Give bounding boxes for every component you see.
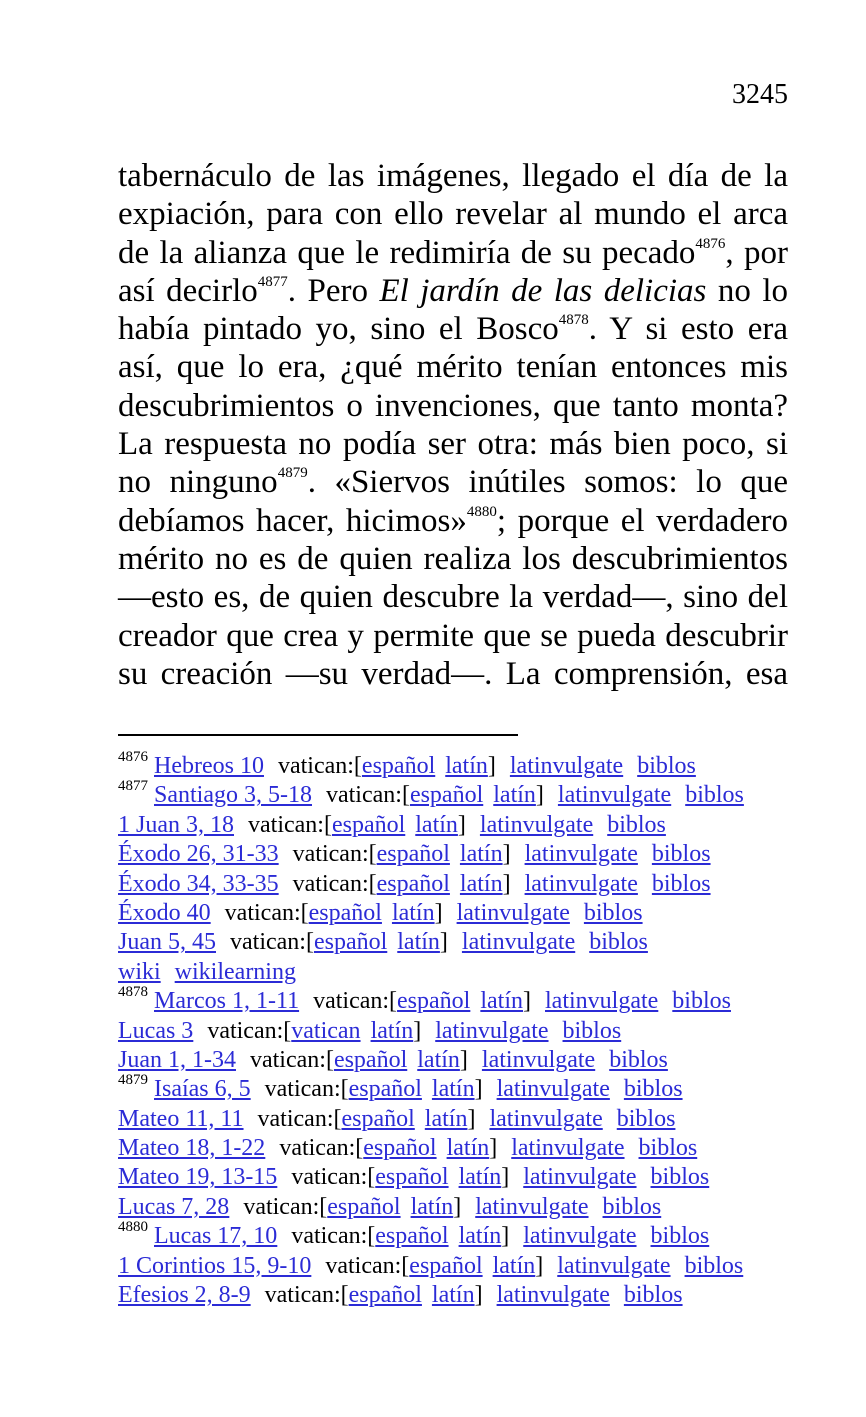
spanish-link[interactable]: español <box>397 988 471 1015</box>
body-line <box>118 234 788 272</box>
page-number: 3245 <box>732 79 788 110</box>
scripture-reference-link[interactable]: wiki <box>118 958 161 985</box>
body-line <box>118 348 788 386</box>
body-text-segment: creador que crea y permite que se pueda descubrir <box>118 617 788 654</box>
spanish-link[interactable]: español <box>308 899 382 926</box>
latin-link[interactable]: latín <box>459 870 503 897</box>
scripture-reference-link[interactable]: Juan 1, 1-34 <box>118 1046 236 1073</box>
spanish-link[interactable]: español <box>327 1193 401 1220</box>
footnote-line <box>118 749 798 781</box>
latinvulgate-link[interactable]: latinvulgate <box>524 870 638 897</box>
biblos-link[interactable]: biblos <box>562 1017 622 1044</box>
bracket-close: ] <box>453 1193 462 1220</box>
scripture-reference-link[interactable]: Éxodo 34, 33-35 <box>118 870 279 897</box>
latinvulgate-link[interactable]: latinvulgate <box>509 753 624 779</box>
body-line <box>118 310 788 348</box>
body-text-segment: así decirlo <box>118 272 258 309</box>
spanish-link[interactable]: español <box>409 782 484 809</box>
vatican-label: vatican:[ <box>243 1193 328 1220</box>
body-text-segment: ; porque el verdadero <box>496 502 789 539</box>
vatican-label: vatican:[ <box>292 841 377 868</box>
vatican-label: vatican:[ <box>313 988 398 1015</box>
footnote-number: 4876 <box>118 749 148 765</box>
biblos-link[interactable]: biblos <box>684 1252 744 1279</box>
body-text-segment: . Pero <box>287 272 380 309</box>
body-text-segment: mérito no es de quien realiza los descubrimientos <box>118 540 788 577</box>
spanish-link[interactable]: español <box>375 1223 449 1250</box>
spanish-link[interactable]: español <box>409 1252 483 1279</box>
vatican-label: vatican:[ <box>257 1105 342 1132</box>
bracket-close: ] <box>535 1252 544 1279</box>
spanish-link[interactable]: vatican <box>291 1017 361 1044</box>
body-text-segment: no lo <box>706 272 788 309</box>
vatican-label: vatican:[ <box>249 1046 334 1073</box>
footnote-line <box>118 1281 798 1310</box>
scripture-reference-link[interactable]: Lucas 17, 10 <box>154 1223 278 1250</box>
body-text-segment: su creación —su verdad—. La comprensión, esa <box>118 655 788 692</box>
wikilearning-link[interactable]: wikilearning <box>174 958 296 985</box>
body-line <box>118 502 788 540</box>
latinvulgate-link[interactable]: latinvulgate <box>511 1135 625 1162</box>
footnote-line <box>118 1134 798 1163</box>
body-line <box>118 195 788 233</box>
body-text-segment: La respuesta no podía ser otra: más bien poco, si <box>118 426 788 463</box>
biblos-link[interactable]: biblos <box>638 1135 698 1162</box>
footnote-number: 4878 <box>118 984 148 1001</box>
latinvulgate-link[interactable]: latinvulgate <box>496 1282 610 1309</box>
biblos-link[interactable]: biblos <box>589 929 648 956</box>
latin-link[interactable]: latín <box>446 1135 490 1162</box>
bracket-close: ] <box>487 753 496 779</box>
scripture-reference-link[interactable]: Hebreos 10 <box>154 753 264 779</box>
body-line <box>118 463 788 501</box>
footnote-line <box>118 778 798 810</box>
biblos-link[interactable]: biblos <box>616 1105 676 1132</box>
biblos-link[interactable]: biblos <box>623 1282 683 1309</box>
spanish-link[interactable]: español <box>376 870 450 897</box>
body-line <box>118 540 788 578</box>
body-text-segment: de la alianza que le redimiría de su pecado <box>118 234 696 271</box>
biblos-link[interactable]: biblos <box>609 1046 668 1073</box>
latinvulgate-link[interactable]: latinvulgate <box>557 782 672 809</box>
vatican-label: vatican:[ <box>325 1252 410 1279</box>
biblos-link[interactable]: biblos <box>607 811 666 838</box>
body-text-segment: no ninguno <box>118 464 278 501</box>
latin-link[interactable]: latín <box>431 1076 475 1103</box>
footnote-marker: 4879 <box>277 465 308 482</box>
latin-link[interactable]: latín <box>458 1164 502 1191</box>
footnote-line <box>118 984 798 1016</box>
vatican-label: vatican:[ <box>291 1223 376 1250</box>
footnote-line <box>118 1219 798 1251</box>
latin-link[interactable]: latín <box>493 782 536 809</box>
body-text-segment: . Y si esto era <box>588 311 788 348</box>
latinvulgate-link[interactable]: latinvulgate <box>523 1223 637 1250</box>
latinvulgate-link[interactable]: latinvulgate <box>545 988 659 1015</box>
scripture-reference-link[interactable]: Juan 5, 45 <box>118 929 216 956</box>
footnote-line <box>118 899 798 928</box>
body-text-segment: , por <box>725 234 788 271</box>
spanish-link[interactable]: español <box>375 1164 449 1191</box>
bracket-close: ] <box>439 929 448 956</box>
latin-link[interactable]: latín <box>480 988 523 1015</box>
spanish-link[interactable]: español <box>333 1046 408 1073</box>
bracket-close: ] <box>457 811 466 838</box>
body-line <box>118 157 788 195</box>
latin-link[interactable]: latín <box>431 1282 475 1309</box>
vatican-label: vatican:[ <box>264 1076 349 1103</box>
body-line <box>118 272 788 310</box>
bracket-close: ] <box>501 1223 510 1250</box>
scripture-reference-link[interactable]: Efesios 2, 8-9 <box>118 1282 251 1309</box>
latinvulgate-link[interactable]: latinvulgate <box>557 1252 671 1279</box>
biblos-link[interactable]: biblos <box>672 988 731 1015</box>
scripture-reference-link[interactable]: 1 Corintios 15, 9-10 <box>118 1252 312 1279</box>
bracket-close: ] <box>413 1017 422 1044</box>
scripture-reference-link[interactable]: Marcos 1, 1-11 <box>154 988 300 1015</box>
latinvulgate-link[interactable]: latinvulgate <box>489 1105 603 1132</box>
footnote-line <box>118 1017 798 1046</box>
body-text-segment: debíamos hacer, hicimos» <box>118 502 467 539</box>
vatican-label: vatican:[ <box>264 1282 349 1309</box>
body-line <box>118 425 788 463</box>
body-text-segment: así, que lo era, ¿qué mérito tenían entonces mis <box>118 349 788 386</box>
scripture-reference-link[interactable]: Mateo 19, 13-15 <box>118 1164 278 1191</box>
latinvulgate-link[interactable]: latinvulgate <box>479 811 594 838</box>
spanish-link[interactable]: español <box>348 1076 422 1103</box>
scripture-reference-link[interactable]: Mateo 18, 1-22 <box>118 1135 266 1162</box>
footnote-marker: 4876 <box>695 235 726 252</box>
body-line <box>118 387 788 425</box>
spanish-link[interactable]: español <box>341 1105 415 1132</box>
vatican-label: vatican:[ <box>291 1164 376 1191</box>
vatican-label: vatican:[ <box>248 811 332 838</box>
vatican-label: vatican:[ <box>325 782 410 809</box>
vatican-label: vatican:[ <box>292 870 377 897</box>
body-line <box>118 655 788 693</box>
biblos-link[interactable]: biblos <box>650 1164 710 1191</box>
scripture-reference-link[interactable]: Lucas 3 <box>118 1017 194 1044</box>
latinvulgate-link[interactable]: latinvulgate <box>461 929 576 956</box>
footnote-separator <box>118 734 518 736</box>
body-text <box>118 157 788 693</box>
scripture-reference-link[interactable]: Mateo 11, 11 <box>118 1105 244 1132</box>
latinvulgate-link[interactable]: latinvulgate <box>524 841 638 868</box>
body-line <box>118 578 788 616</box>
footnote-line <box>118 958 798 987</box>
footnote-line <box>118 1252 798 1281</box>
vatican-label: vatican:[ <box>207 1017 292 1044</box>
spanish-link[interactable]: español <box>361 753 436 779</box>
latin-link[interactable]: latín <box>397 929 440 956</box>
footnote-line <box>118 840 798 869</box>
footnote-line <box>118 1046 798 1075</box>
body-line <box>118 617 788 655</box>
latin-link[interactable]: latín <box>459 841 503 868</box>
latinvulgate-link[interactable]: latinvulgate <box>523 1164 637 1191</box>
bracket-close: ] <box>502 841 511 868</box>
scripture-reference-link[interactable]: Éxodo 40 <box>118 899 211 926</box>
latin-link[interactable]: latín <box>458 1223 502 1250</box>
vatican-label: vatican:[ <box>277 753 362 779</box>
latin-link[interactable]: latín <box>445 753 488 779</box>
latin-link[interactable]: latín <box>492 1252 536 1279</box>
biblos-link[interactable]: biblos <box>637 753 696 779</box>
spanish-link[interactable]: español <box>331 811 406 838</box>
footnote-marker: 4880 <box>466 503 497 520</box>
latin-link[interactable]: latín <box>370 1017 414 1044</box>
vatican-label: vatican:[ <box>230 929 314 956</box>
footnote-line <box>118 1193 798 1222</box>
footnotes <box>118 749 798 1310</box>
footnote-line <box>118 1072 798 1104</box>
biblos-link[interactable]: biblos <box>651 841 711 868</box>
spanish-link[interactable]: español <box>363 1135 437 1162</box>
bracket-close: ] <box>434 899 443 926</box>
spanish-link[interactable]: español <box>376 841 450 868</box>
scripture-reference-link[interactable]: 1 Juan 3, 18 <box>118 811 234 838</box>
biblos-link[interactable]: biblos <box>623 1076 683 1103</box>
bracket-close: ] <box>502 870 511 897</box>
bracket-close: ] <box>501 1164 510 1191</box>
scripture-reference-link[interactable]: Santiago 3, 5-18 <box>154 782 312 809</box>
body-text-segment: había pintado yo, sino el Bosco <box>118 311 559 348</box>
footnote-line <box>118 928 798 957</box>
body-text-segment: descubrimientos o invenciones, que tanto monta? <box>118 387 788 424</box>
bracket-close: ] <box>535 782 544 809</box>
latin-link[interactable]: latín <box>424 1105 468 1132</box>
vatican-label: vatican:[ <box>279 1135 364 1162</box>
footnote-line <box>118 870 798 899</box>
scripture-reference-link[interactable]: Isaías 6, 5 <box>154 1076 251 1103</box>
latin-link[interactable]: latín <box>391 899 435 926</box>
footnote-line <box>118 811 798 840</box>
scripture-reference-link[interactable]: Éxodo 26, 31-33 <box>118 841 279 868</box>
bracket-close: ] <box>523 988 531 1015</box>
bracket-close: ] <box>474 1282 483 1309</box>
bracket-close: ] <box>459 1046 468 1073</box>
bracket-close: ] <box>474 1076 483 1103</box>
biblos-link[interactable]: biblos <box>583 899 643 926</box>
body-text-segment: . «Siervos inútiles somos: lo que <box>307 464 789 501</box>
biblos-link[interactable]: biblos <box>651 870 711 897</box>
italic-title: El jardín de las delicias <box>379 272 707 309</box>
footnote-number: 4880 <box>118 1219 148 1236</box>
latin-link[interactable]: latín <box>410 1193 454 1220</box>
biblos-link[interactable]: biblos <box>685 782 744 809</box>
body-text-segment: expiación, para con ello revelar al mundo el arca <box>118 196 788 233</box>
biblos-link[interactable]: biblos <box>602 1193 662 1220</box>
spanish-link[interactable]: español <box>313 929 388 956</box>
biblos-link[interactable]: biblos <box>650 1223 710 1250</box>
footnote-line <box>118 1105 798 1134</box>
vatican-label: vatican:[ <box>224 899 309 926</box>
latinvulgate-link[interactable]: latinvulgate <box>435 1017 549 1044</box>
latinvulgate-link[interactable]: latinvulgate <box>496 1076 610 1103</box>
body-text-segment: tabernáculo de las imágenes, llegado el día de la <box>118 158 788 194</box>
latinvulgate-link[interactable]: latinvulgate <box>456 899 570 926</box>
latin-link[interactable]: latín <box>415 811 458 838</box>
scripture-reference-link[interactable]: Lucas 7, 28 <box>118 1193 230 1220</box>
footnote-number: 4877 <box>118 778 148 795</box>
body-text-segment: —esto es, de quien descubre la verdad—, sino del <box>118 579 788 616</box>
footnote-marker: 4877 <box>257 273 288 290</box>
footnote-number: 4879 <box>118 1072 148 1089</box>
latin-link[interactable]: latín <box>417 1046 460 1073</box>
bracket-close: ] <box>467 1105 476 1132</box>
latinvulgate-link[interactable]: latinvulgate <box>475 1193 589 1220</box>
footnote-line <box>118 1163 798 1192</box>
latinvulgate-link[interactable]: latinvulgate <box>481 1046 596 1073</box>
spanish-link[interactable]: español <box>348 1282 422 1309</box>
bracket-close: ] <box>489 1135 498 1162</box>
footnote-marker: 4878 <box>558 312 589 329</box>
